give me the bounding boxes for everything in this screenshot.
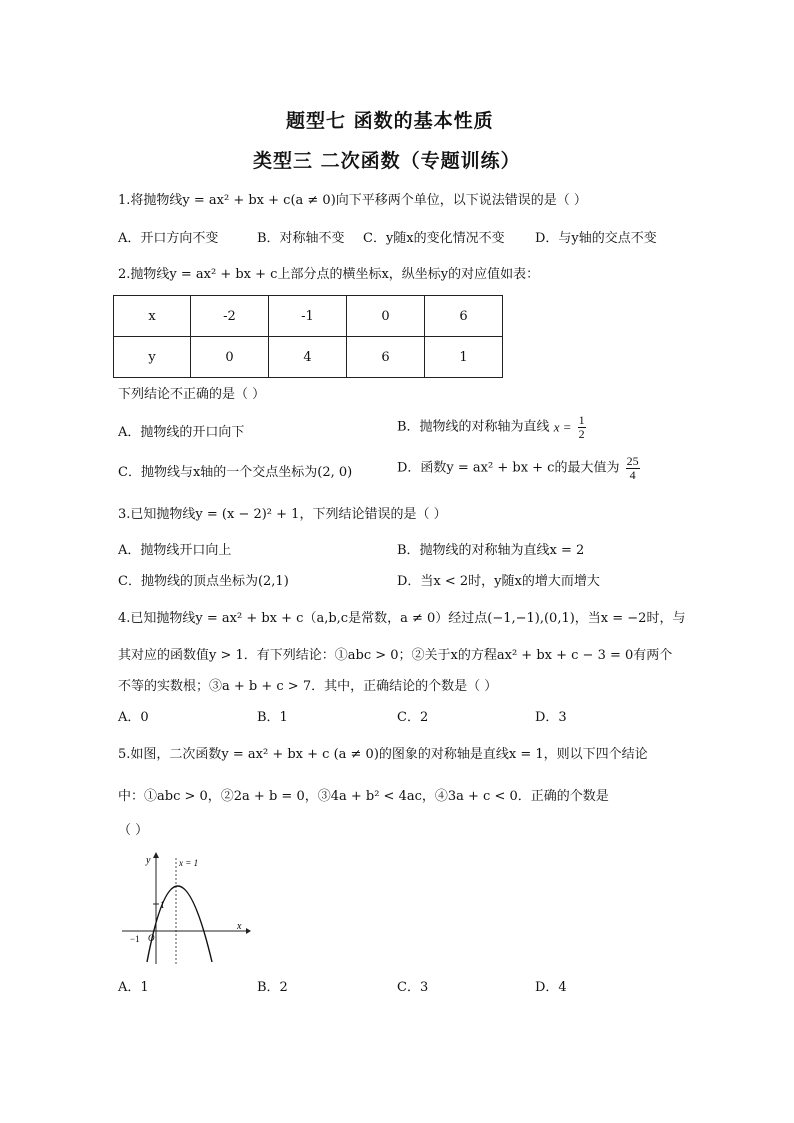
- q5-option-b: B．2: [257, 980, 288, 995]
- x-axis-arrow: [246, 928, 251, 934]
- q3-option-a: A．抛物线开口向上: [118, 543, 232, 558]
- q3-option-d: D．当x < 2时，y随x的增大而增大: [397, 574, 600, 589]
- q1-option-a: A．开口方向不变: [118, 231, 219, 246]
- q5-line-1: 5.如图，二次函数y = ax² + bx + c (a ≠ 0)的图象的对称轴是直线x = 1，则以下四个结论: [118, 747, 648, 762]
- symmetry-label: x = 1: [179, 858, 199, 868]
- table-cell: -1: [269, 296, 347, 337]
- fraction-denominator: 4: [629, 468, 636, 482]
- value-table: [113, 295, 503, 378]
- y-axis-arrow: [153, 852, 159, 858]
- y-axis-label: y: [146, 855, 151, 866]
- table-cell: 1: [425, 337, 503, 378]
- fraction-numerator: 1: [578, 413, 585, 427]
- table-cell: 0: [347, 296, 425, 337]
- q2-stem: 2.抛物线y = ax² + bx + c上部分点的横坐标x，纵坐标y的对应值如表：: [118, 267, 540, 282]
- q2-option-d: [397, 455, 640, 482]
- q4-line-2: 其对应的函数值y > 1．有下列结论：①abc > 0；②关于x的方程ax² + bx + c − 3 = 0有两个: [118, 648, 673, 663]
- q2-option-d-text: D．函数y = ax² + bx + c的最大值为: [397, 460, 620, 476]
- table-cell: 6: [347, 337, 425, 378]
- q3-option-b: B．抛物线的对称轴为直线x = 2: [397, 543, 585, 558]
- q2-option-c: C．抛物线与x轴的一个交点坐标为(2, 0): [118, 465, 353, 480]
- q4-option-a: A．0: [118, 710, 149, 725]
- table-row: [114, 337, 503, 378]
- q4-line-1: 4.已知抛物线y = ax² + bx + c（a,b,c是常数，a ≠ 0）经过点(−1,−1),(0,1)，当x = −2时，与: [118, 611, 686, 626]
- q1-option-d: D．与y轴的交点不变: [535, 231, 657, 246]
- parabola-graph: [120, 850, 252, 968]
- x-axis-label: x: [237, 921, 242, 932]
- table-cell: -2: [191, 296, 269, 337]
- q2-option-b: [397, 414, 586, 441]
- table-cell: y: [114, 337, 191, 378]
- origin-label: O: [148, 933, 155, 943]
- q2-option-b-fraction: [578, 414, 586, 441]
- table-cell: x: [114, 296, 191, 337]
- table-cell: 6: [425, 296, 503, 337]
- q4-option-b: B．1: [257, 710, 288, 725]
- q2-option-b-eq: x =: [553, 419, 572, 435]
- q5-option-a: A．1: [118, 980, 149, 995]
- q1-option-c: C．y随x的变化情况不变: [363, 231, 505, 246]
- tick-neg-one-label: −1: [130, 934, 140, 944]
- q5-line-2: 中：①abc > 0，②2a + b = 0，③4a + b² < 4ac，④3a + c < 0．正确的个数是: [118, 789, 609, 804]
- q3-option-c: C．抛物线的顶点坐标为(2,1): [118, 574, 289, 589]
- q4-option-d: D．3: [535, 710, 567, 725]
- q1-stem: 1.将抛物线y = ax² + bx + c(a ≠ 0)向下平移两个单位，以下说法错误的是（ ）: [118, 193, 587, 208]
- q2-option-d-fraction: [626, 455, 640, 482]
- q1-option-b: B．对称轴不变: [257, 231, 345, 246]
- q2-option-a: A．抛物线的开口向下: [118, 425, 245, 440]
- table-row: [114, 296, 503, 337]
- fraction-denominator: 2: [578, 427, 585, 441]
- fraction-numerator: 25: [626, 454, 639, 468]
- table-cell: 4: [269, 337, 347, 378]
- table-cell: 0: [191, 337, 269, 378]
- q4-option-c: C．2: [397, 710, 429, 725]
- q5-line-3: （ ）: [118, 823, 149, 838]
- q3-stem: 3.已知抛物线y = (x − 2)² + 1，下列结论错误的是（ ）: [118, 507, 447, 522]
- page-subtitle: 类型三 二次函数（专题训练）: [253, 150, 521, 172]
- q2-option-b-text: B．抛物线的对称轴为直线: [397, 419, 550, 435]
- parabola-curve: [147, 886, 212, 962]
- tick-one-label: 1: [160, 900, 165, 910]
- q2-question: 下列结论不正确的是（ ）: [118, 387, 266, 402]
- page-title: 题型七 函数的基本性质: [286, 110, 494, 132]
- q5-option-d: D．4: [535, 980, 567, 995]
- q4-line-3: 不等的实数根；③a + b + c > 7．其中，正确结论的个数是（ ）: [118, 679, 498, 694]
- q5-option-c: C．3: [397, 980, 429, 995]
